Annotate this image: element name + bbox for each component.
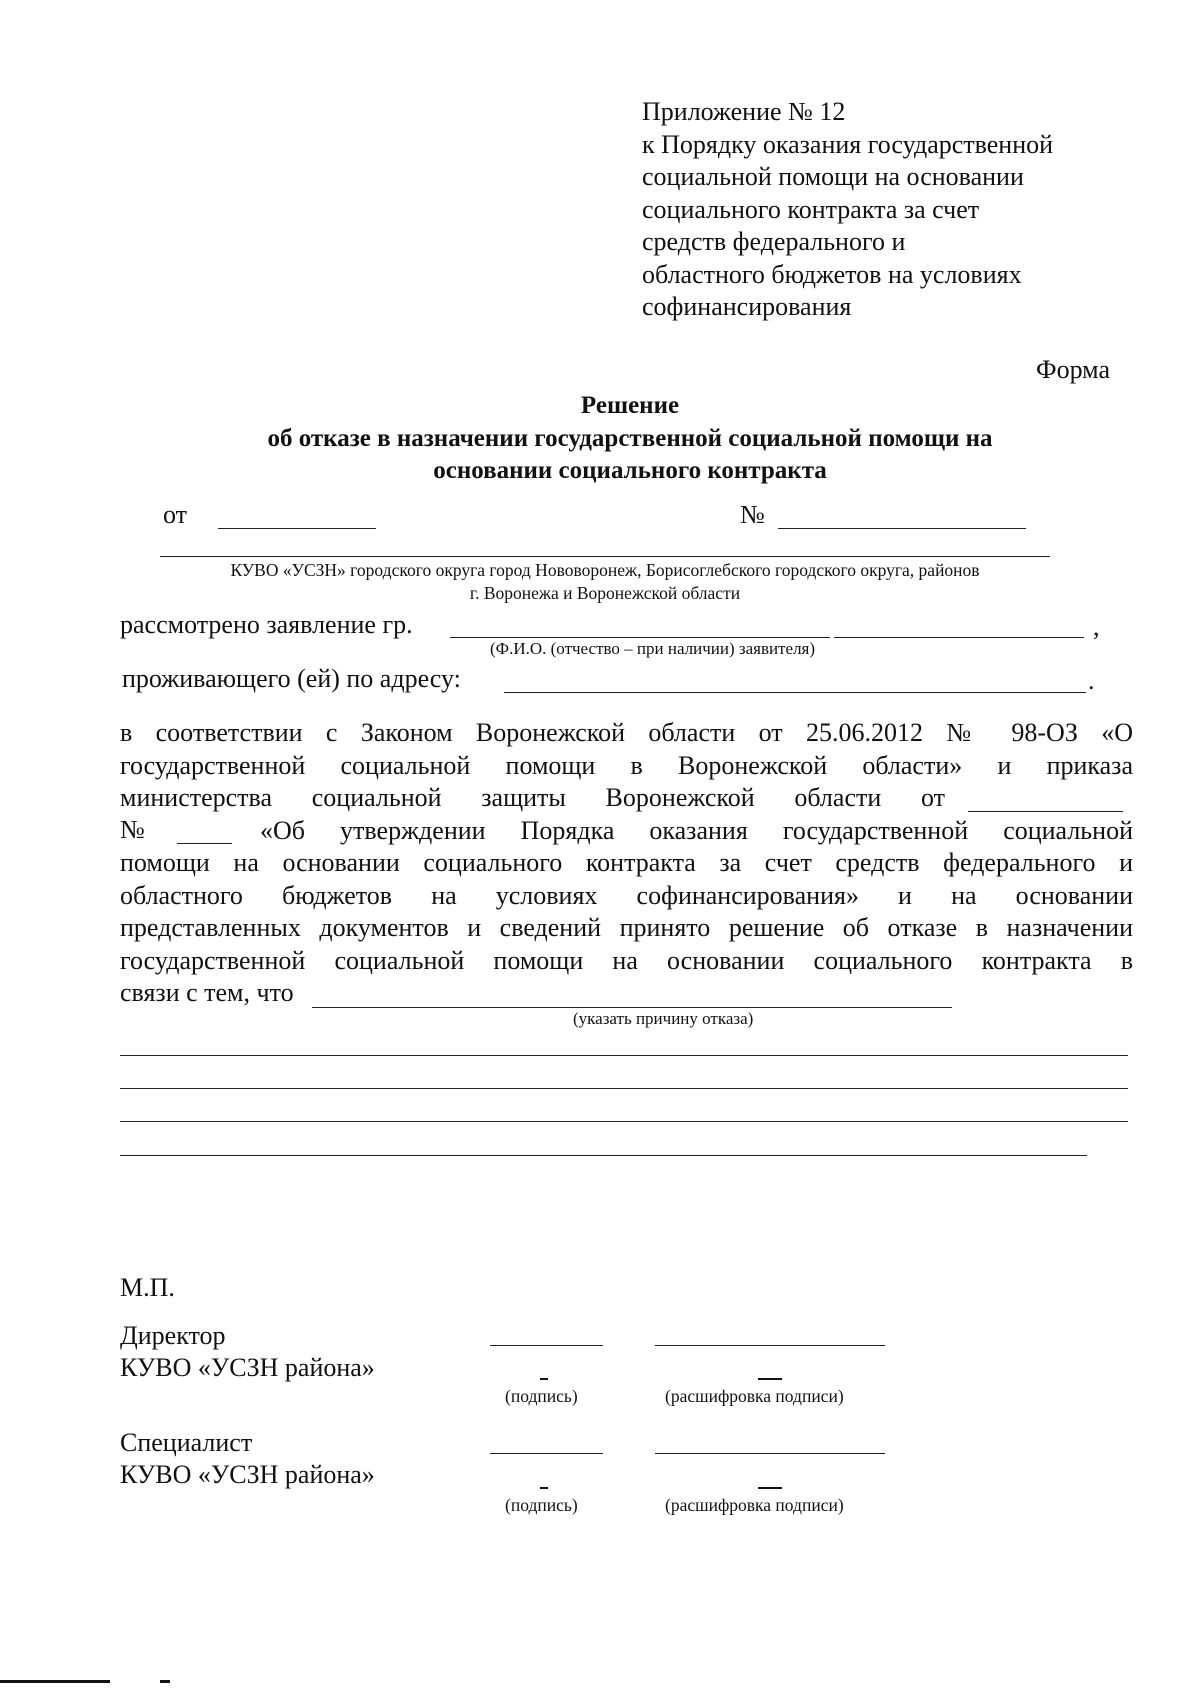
specialist-decoding-caption: (расшифровка подписи) (665, 1495, 844, 1515)
address-label: проживающего (ей) по адресу: (122, 664, 461, 693)
order-date-field[interactable] (968, 811, 1123, 812)
paragraph-line: областного бюджетов на условиях софинансирования» и на основании (120, 880, 1133, 910)
scan-edge-mark (160, 1680, 170, 1683)
director-signature-caption: (подпись) (505, 1386, 578, 1406)
document-title: Решение (580, 392, 680, 419)
scan-edge-mark (0, 1680, 110, 1683)
director-signature-field[interactable] (490, 1345, 603, 1346)
paragraph-line: представленных документов и сведений принято решение об отказе в назначении (120, 913, 1133, 942)
specialist-signature-field[interactable] (490, 1453, 603, 1454)
specialist-title-line1: Специалист (120, 1428, 253, 1457)
applicant-name-field-2[interactable] (834, 637, 1084, 638)
tick-mark (758, 1487, 782, 1489)
specialist-signature-caption: (подпись) (505, 1495, 578, 1515)
reason-line-2[interactable] (120, 1088, 1128, 1089)
paragraph-line: в соответствии с Законом Воронежской области от 25.06.2012 № 98-ОЗ «О (120, 718, 1133, 747)
organization-rule (160, 556, 1050, 557)
tick-mark (540, 1378, 548, 1380)
specialist-title-line2: КУВО «УСЗН района» (120, 1460, 375, 1489)
organization-line1: КУВО «УСЗН» городского округа город Нововоронеж, Борисоглебского городского округа, районов (230, 560, 980, 580)
application-label: рассмотрено заявление гр. (120, 610, 413, 639)
director-title-line2: КУВО «УСЗН района» (120, 1353, 375, 1382)
paragraph-line: министерства социальной защиты Воронежской области от (120, 783, 945, 812)
director-decoding-field[interactable] (655, 1345, 885, 1346)
number-label: № (740, 500, 765, 529)
appendix-line: социального контракта за счет (642, 194, 980, 224)
paragraph-line: связи с тем, что (120, 978, 294, 1007)
director-title (120, 1320, 375, 1384)
applicant-name-field[interactable] (450, 637, 830, 638)
appendix-line: областного бюджетов на условиях (642, 259, 1022, 289)
organization-line2: г. Воронежа и Воронежской области (469, 583, 741, 603)
number-field[interactable] (778, 528, 1026, 529)
reason-field[interactable] (312, 1007, 952, 1008)
reason-caption: (указать причину отказа) (573, 1009, 754, 1028)
appendix-line: социальной помощи на основании (642, 162, 1024, 191)
order-number-label: № (120, 815, 145, 844)
document-subtitle-line2: основании социального контракта (433, 457, 827, 484)
order-number-field[interactable] (177, 843, 232, 844)
appendix-line: к Порядку оказания государственной (642, 129, 1054, 159)
appendix-line: средств федерального и (642, 227, 906, 256)
specialist-title (120, 1427, 375, 1491)
address-field[interactable] (504, 692, 1086, 693)
date-label: от (163, 500, 188, 529)
tick-mark (540, 1487, 548, 1489)
appendix-block (642, 96, 1122, 324)
form-label: Форма (1036, 355, 1110, 384)
organization-name (150, 559, 1060, 605)
director-decoding-caption: (расшифровка подписи) (665, 1386, 844, 1406)
reason-line-3[interactable] (120, 1121, 1128, 1122)
document-subtitle-line1: об отказе в назначении государственной социальной помощи на (267, 425, 993, 452)
date-field[interactable] (218, 528, 376, 529)
paragraph-line: помощи на основании социального контракта за счет средств федерального и (120, 848, 1133, 877)
director-title-line1: Директор (120, 1321, 226, 1350)
paragraph-line: «Об утверждении Порядка оказания государственной социальной (260, 815, 1133, 845)
tick-mark (758, 1378, 782, 1380)
address-period: . (1088, 666, 1095, 695)
paragraph-line: государственной социальной помощи в Воронежской области» и приказа (120, 750, 1133, 780)
specialist-decoding-field[interactable] (655, 1453, 885, 1454)
application-comma: , (1093, 612, 1100, 641)
paragraph-line: государственной социальной помощи на основании социального контракта в (120, 945, 1133, 975)
decision-paragraph (120, 717, 1133, 1010)
fio-caption: (Ф.И.О. (отчество – при наличии) заявителя) (490, 639, 816, 658)
reason-line-1[interactable] (120, 1055, 1128, 1056)
reason-line-4[interactable] (120, 1155, 1087, 1156)
stamp-placeholder: М.П. (120, 1273, 175, 1302)
appendix-line: Приложение № 12 (642, 97, 846, 126)
appendix-line: софинансирования (642, 292, 852, 321)
